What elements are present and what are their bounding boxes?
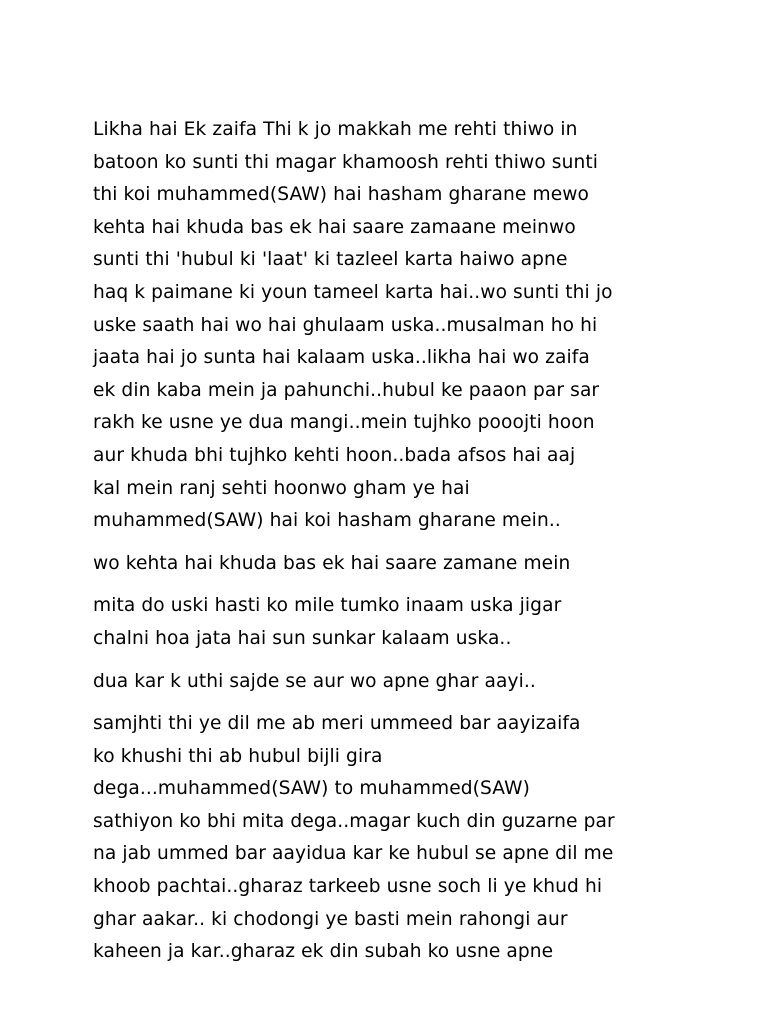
- paragraph-1: [93, 114, 693, 538]
- text-line: Likha hai Ek zaifa Thi k jo makkah me rehti thiwo in: [93, 119, 578, 140]
- paragraph-5: [93, 708, 693, 969]
- text-line: wo kehta hai khuda bas ek hai saare zamane mein: [93, 552, 571, 574]
- text-line: samjhti thi ye dil me ab meri ummeed bar aayizaifa: [93, 713, 581, 735]
- text-line: thi koi muhammed(SAW) hai hasham gharane mewo: [93, 184, 590, 206]
- text-line: dega...muhammed(SAW) to muhammed(SAW): [93, 778, 530, 800]
- text-line: mita do uski hasti ko mile tumko inaam uska jigar: [93, 595, 562, 617]
- text-line: uske saath hai wo hai ghulaam uska..musalman ho hi: [93, 314, 598, 336]
- text-line: kehta hai khuda bas ek hai saare zamaane meinwo: [93, 216, 576, 238]
- text-line: ek din kaba mein ja pahunchi..hubul ke paaon par sar: [93, 379, 600, 401]
- text-line: kal mein ranj sehti hoonwo gham ye hai: [93, 477, 470, 499]
- text-line: batoon ko sunti thi magar khamoosh rehti thiwo sunti: [93, 151, 599, 173]
- text-line: jaata hai jo sunta hai kalaam uska..likha hai wo zaifa: [93, 347, 590, 369]
- text-line: ko khushi thi ab hubul bijli gira: [93, 745, 383, 767]
- text-line: dua kar k uthi sajde se aur wo apne ghar aayi..: [93, 670, 536, 692]
- text-line: sunti thi 'hubul ki 'laat' ki tazleel karta haiwo apne: [93, 249, 568, 271]
- text-line: ghar aakar.. ki chodongi ye basti mein rahongi aur: [93, 908, 568, 930]
- text-line: muhammed(SAW) hai koi hasham gharane mein..: [93, 510, 561, 532]
- paragraph-3: [93, 590, 693, 655]
- text-line: rakh ke usne ye dua mangi..mein tujhko pooojti hoon: [93, 412, 595, 434]
- text-line: haq k paimane ki youn tameel karta hai..wo sunti thi jo: [93, 281, 613, 303]
- text-line: kaheen ja kar..gharaz ek din subah ko usne apne: [93, 941, 554, 963]
- text-line: na jab ummed bar aayidua kar ke hubul se apne dil me: [93, 843, 614, 865]
- text-line: aur khuda bhi tujhko kehti hoon..bada afsos hai aaj: [93, 444, 576, 466]
- paragraph-2: [93, 548, 693, 581]
- text-line: khoob pachtai..gharaz tarkeeb usne soch li ye khud hi: [93, 876, 603, 898]
- text-line: chalni hoa jata hai sun sunkar kalaam uska..: [93, 627, 512, 649]
- document-body: [93, 114, 693, 979]
- paragraph-4: [93, 666, 693, 699]
- text-line: sathiyon ko bhi mita dega..magar kuch din guzarne par: [93, 810, 615, 832]
